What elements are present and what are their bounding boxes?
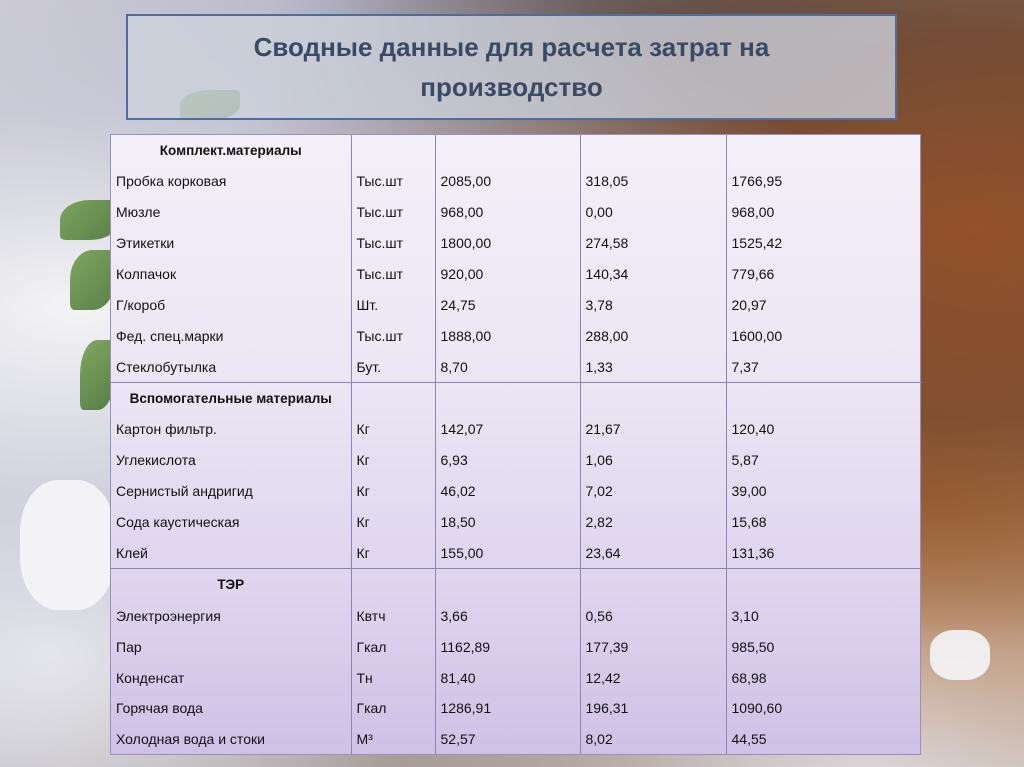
flower-decoration [930, 630, 990, 680]
empty-cell [435, 135, 580, 166]
unit-cell: Квтч [351, 600, 435, 631]
table-row [111, 693, 922, 724]
value-2-cell: 1,33 [580, 351, 726, 382]
value-2-cell: 274,58 [580, 228, 726, 259]
value-2-cell: 1,06 [580, 445, 726, 476]
item-name-cell: Стеклобутылка [116, 358, 217, 375]
value-1-cell: 3,66 [435, 600, 580, 631]
unit-cell: Шт. [351, 289, 435, 320]
value-3-cell: 44,55 [726, 724, 922, 755]
item-name-cell: Фед. спец.марки [116, 327, 224, 344]
value-3-cell: 1525,42 [726, 228, 922, 259]
item-name-cell: Картон фильтр. [116, 421, 217, 438]
value-2-cell: 177,39 [580, 631, 726, 662]
empty-cell [351, 383, 435, 414]
item-name-cell: Углекислота [116, 452, 196, 469]
section-title: ТЭР [111, 569, 351, 600]
page-title: Сводные данные для расчета затрат на производство [253, 32, 770, 102]
unit-cell: Тыс.шт [351, 320, 435, 351]
section-header-row [111, 135, 922, 166]
unit-cell: Тыс.шт [351, 197, 435, 228]
table-row [111, 166, 922, 197]
value-3-cell: 968,00 [726, 197, 922, 228]
empty-cell [580, 135, 726, 166]
value-1-cell: 920,00 [435, 259, 580, 290]
unit-cell: Тыс.шт [351, 166, 435, 197]
table-row [111, 507, 922, 538]
value-1-cell: 1800,00 [435, 228, 580, 259]
value-2-cell: 12,42 [580, 662, 726, 693]
unit-cell: Гкал [351, 693, 435, 724]
value-2-cell: 0,00 [580, 197, 726, 228]
table-row [111, 445, 922, 476]
section-title: Вспомогательные материалы [111, 383, 351, 414]
unit-cell: Тн [351, 662, 435, 693]
item-name-cell: Холодная вода и стоки [116, 731, 265, 748]
value-3-cell: 39,00 [726, 476, 922, 507]
value-2-cell: 3,78 [580, 289, 726, 320]
value-3-cell: 68,98 [726, 662, 922, 693]
item-name-cell: Пробка корковая [116, 173, 227, 190]
unit-cell: Кг [351, 445, 435, 476]
value-1-cell: 46,02 [435, 476, 580, 507]
value-3-cell: 131,36 [726, 538, 922, 569]
table-row [111, 351, 922, 382]
item-name-cell: Электроэнергия [116, 607, 221, 624]
item-name-cell: Конденсат [116, 669, 185, 686]
value-3-cell: 120,40 [726, 414, 922, 445]
value-2-cell: 8,02 [580, 724, 726, 755]
empty-cell [580, 569, 726, 600]
section-header-row [111, 383, 922, 414]
value-3-cell: 1600,00 [726, 320, 922, 351]
item-name-cell: Колпачок [116, 266, 177, 282]
table-row [111, 631, 922, 662]
item-name-cell: Г/короб [116, 296, 166, 313]
value-3-cell: 779,66 [726, 259, 922, 290]
unit-cell: Гкал [351, 631, 435, 662]
table-row [111, 662, 922, 693]
leaf-decoration [70, 250, 115, 310]
table-row [111, 538, 922, 569]
value-2-cell: 23,64 [580, 538, 726, 569]
table-row [111, 600, 922, 631]
cost-table [111, 135, 922, 755]
item-name-cell: Этикетки [116, 235, 175, 252]
value-2-cell: 0,56 [580, 600, 726, 631]
value-1-cell: 1888,00 [435, 320, 580, 351]
unit-cell: Кг [351, 507, 435, 538]
value-3-cell: 7,37 [726, 351, 922, 382]
item-name-cell: Мюзле [116, 204, 161, 221]
value-3-cell: 3,10 [726, 600, 922, 631]
value-3-cell: 1090,60 [726, 693, 922, 724]
item-name-cell: Клей [116, 545, 148, 562]
value-2-cell: 7,02 [580, 476, 726, 507]
value-1-cell: 81,40 [435, 662, 580, 693]
unit-cell: Тыс.шт [351, 228, 435, 259]
value-2-cell: 196,31 [580, 693, 726, 724]
value-1-cell: 52,57 [435, 724, 580, 755]
table-row [111, 289, 922, 320]
value-1-cell: 1162,89 [435, 631, 580, 662]
table-row [111, 197, 922, 228]
section-title: Комплект.материалы [159, 142, 302, 158]
value-3-cell: 1766,95 [726, 166, 922, 197]
empty-cell [726, 383, 922, 414]
empty-cell [435, 383, 580, 414]
item-name-cell: Горячая вода [116, 700, 203, 717]
table-row [111, 259, 922, 290]
value-2-cell: 2,82 [580, 507, 726, 538]
value-2-cell: 288,00 [580, 320, 726, 351]
unit-cell: Кг [351, 538, 435, 569]
unit-cell: М³ [351, 724, 435, 755]
value-1-cell: 8,70 [435, 351, 580, 382]
empty-cell [580, 383, 726, 414]
item-name-cell: Пар [116, 638, 142, 655]
empty-cell [435, 569, 580, 600]
empty-cell [351, 135, 435, 166]
unit-cell: Кг [351, 476, 435, 507]
empty-cell [726, 569, 922, 600]
table-row [111, 228, 922, 259]
value-2-cell: 318,05 [580, 166, 726, 197]
unit-cell: Тыс.шт [351, 259, 435, 290]
table-row [111, 414, 922, 445]
empty-cell [726, 135, 922, 166]
unit-cell: Бут. [351, 351, 435, 382]
value-3-cell: 985,50 [726, 631, 922, 662]
value-2-cell: 21,67 [580, 414, 726, 445]
unit-cell: Кг [351, 414, 435, 445]
value-3-cell: 20,97 [726, 289, 922, 320]
value-1-cell: 142,07 [435, 414, 580, 445]
value-2-cell: 140,34 [580, 259, 726, 290]
value-1-cell: 18,50 [435, 507, 580, 538]
section-header-row [111, 569, 922, 600]
table-row [111, 724, 922, 755]
cup-decoration [20, 480, 115, 610]
value-1-cell: 24,75 [435, 289, 580, 320]
value-1-cell: 2085,00 [435, 166, 580, 197]
value-1-cell: 155,00 [435, 538, 580, 569]
empty-cell [351, 569, 435, 600]
data-table [110, 134, 921, 755]
value-1-cell: 968,00 [435, 197, 580, 228]
value-3-cell: 5,87 [726, 445, 922, 476]
item-name-cell: Сода каустическая [116, 514, 240, 531]
table-row [111, 320, 922, 351]
value-3-cell: 15,68 [726, 507, 922, 538]
value-1-cell: 6,93 [435, 445, 580, 476]
table-row [111, 476, 922, 507]
item-name-cell: Сернистый андригид [116, 483, 253, 500]
title-box [126, 14, 897, 120]
value-1-cell: 1286,91 [435, 693, 580, 724]
